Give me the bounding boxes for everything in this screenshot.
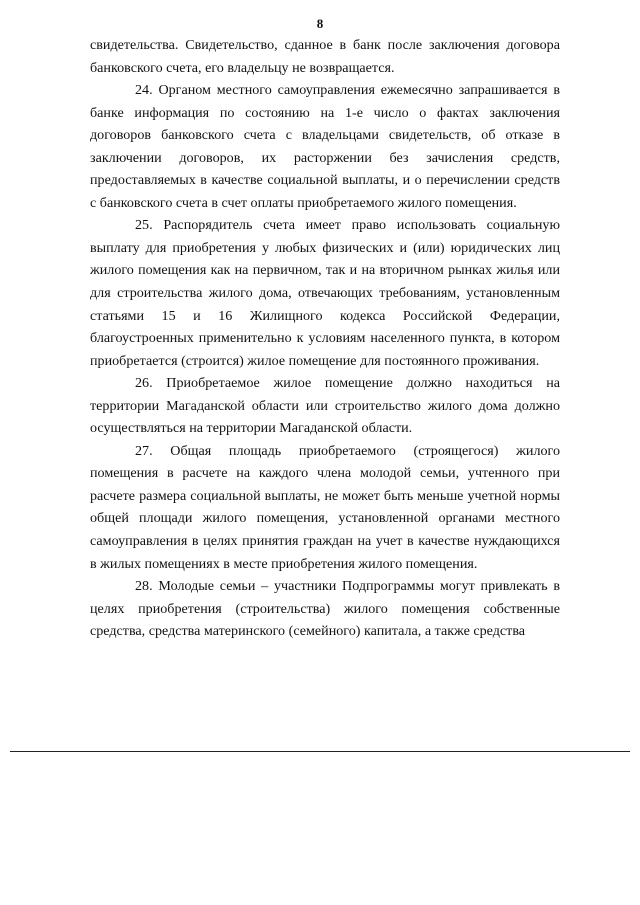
paragraph-28: 28. Молодые семьи – участники Подпрограммы могут привлекать в целях приобретения (строительства) жилого помещения собственные средства, средства материнского (семейного) капитала, а также средства (90, 578, 560, 640)
document-body (90, 34, 560, 643)
paragraph-25: 25. Распорядитель счета имеет право использовать социальную выплату для приобретения у любых физических и (или) юридических лиц жилого помещения как на первичном, так и на вторичном рынках жилья или для строительства жилого дома, отвечающих требованиям, установленным статьями 15 и 16 Жилищного кодекса Российской Федерации, благоустроенных применительно к условиям населенного пункта, в котором приобретается (строится) жилое помещение для постоянного проживания. (90, 217, 560, 369)
footer-divider (10, 751, 630, 752)
paragraph-24: 24. Органом местного самоуправления ежемесячно запрашивается в банке информация по состоянию на 1-е число о фактах заключения договоров банковского счета с владельцами свидетельств, об отказе в заключении договоров, их расторжении без зачисления средств, предоставляемых в качестве социальной выплаты, и о перечислении средств с банковского счета в счет оплаты приобретаемого жилого помещения. (90, 82, 560, 211)
page-number: 8 (316, 16, 324, 31)
paragraph-continuation: свидетельства. Свидетельство, сданное в банк после заключения договора банковского счета, его владельцу не возвращается. (90, 37, 560, 76)
paragraph-26: 26. Приобретаемое жилое помещение должно находиться на территории Магаданской области или строительство жилого дома должно осуществляться на территории Магаданской области. (90, 375, 560, 437)
paragraph-27: 27. Общая площадь приобретаемого (строящегося) жилого помещения в расчете на каждого члена молодой семьи, учтенного при расчете размера социальной выплаты, не может быть меньше учетной нормы общей площади жилого помещения, установленной органами местного самоуправления в целях принятия граждан на учет в качестве нуждающихся в жилых помещениях в месте приобретения жилого помещения. (90, 442, 560, 572)
